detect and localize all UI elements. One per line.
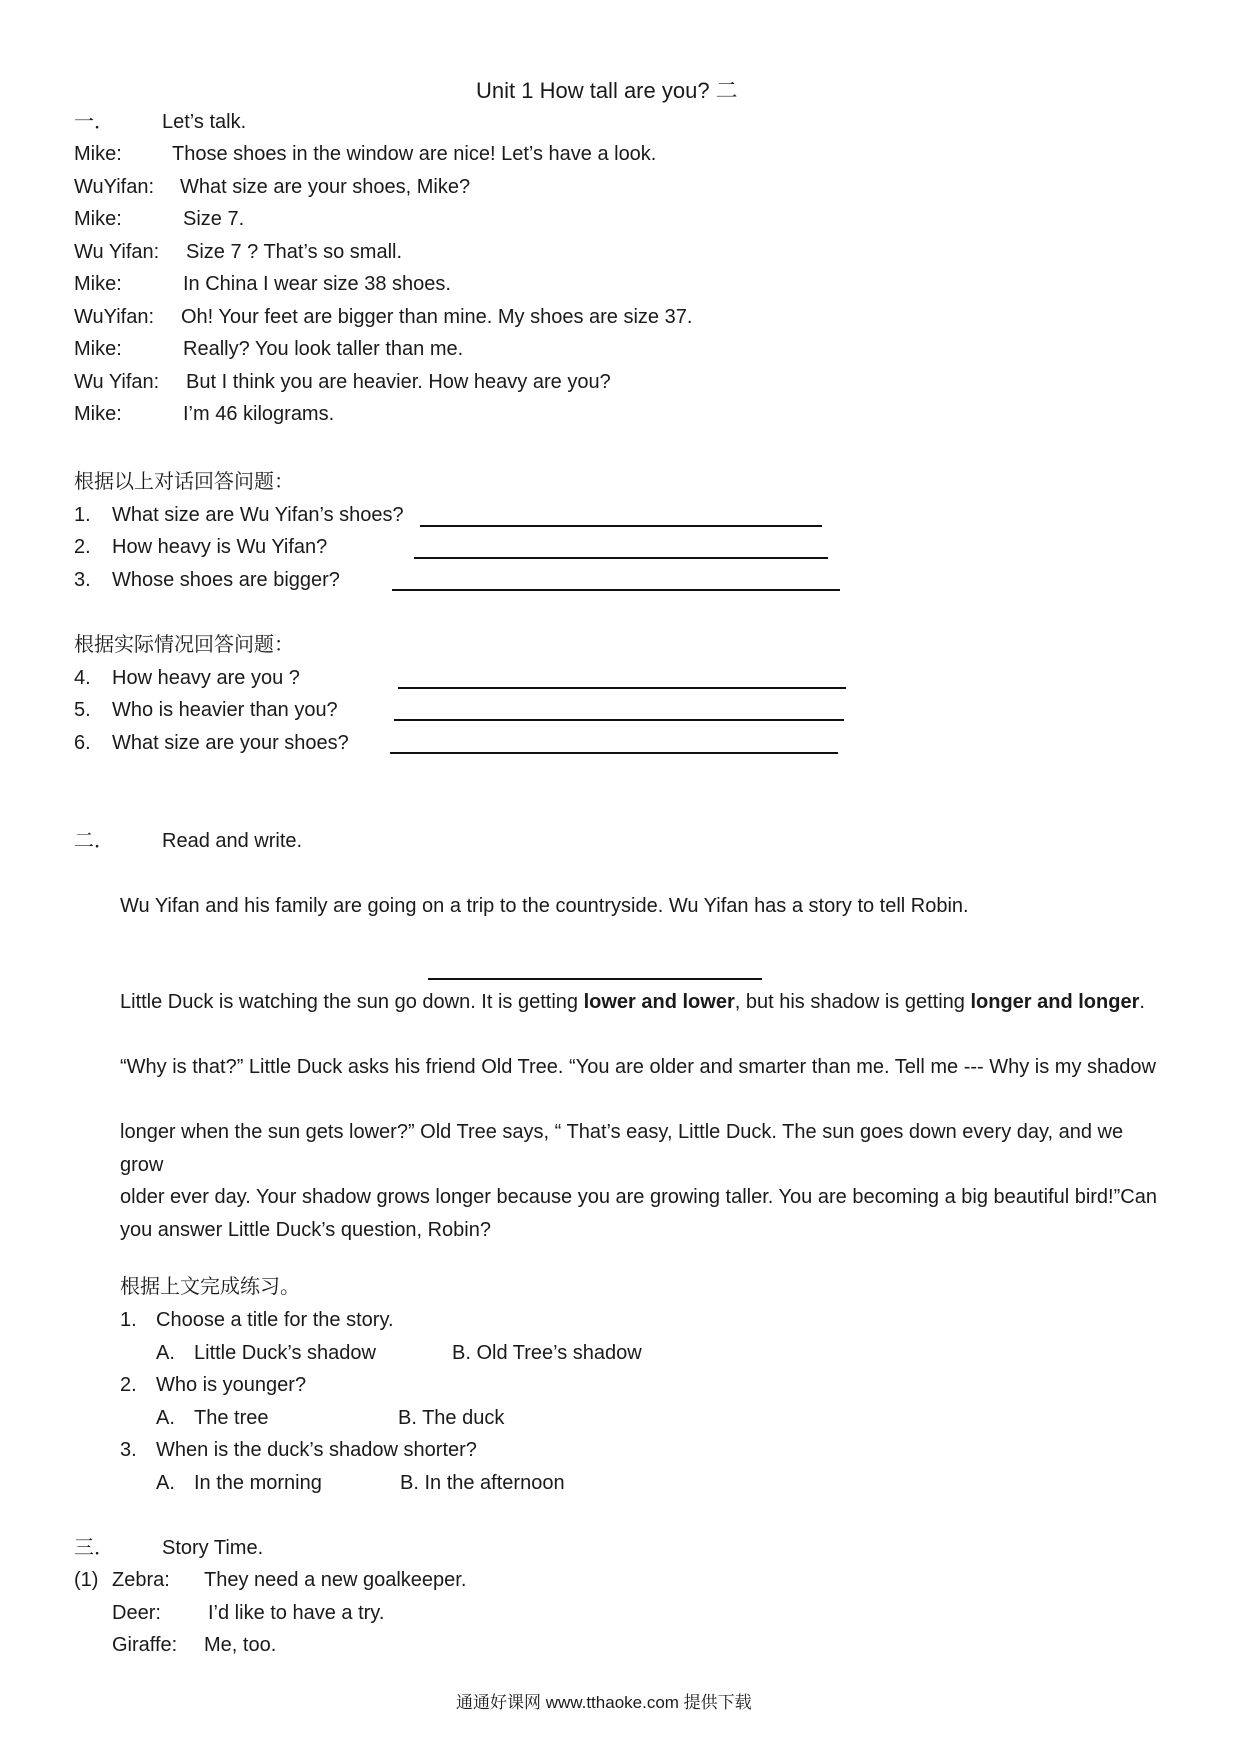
question-text: Who is younger? xyxy=(156,1374,307,1396)
dialogue-speaker: Giraffe: xyxy=(112,1634,178,1656)
dialogue-line: In China I wear size 38 shoes. xyxy=(183,273,451,295)
story-bold-text: lower and lower xyxy=(583,991,735,1013)
dialogue-speaker: WuYifan: xyxy=(74,306,155,328)
story-paragraph-3: longer when the sun gets lower?” Old Tree says, “ That’s easy, Little Duck. The sun goes down every day, and we grow xyxy=(120,1121,1124,1176)
story-text: . xyxy=(1139,991,1145,1013)
dialogue-speaker: Mike: xyxy=(74,143,122,165)
answer-blank[interactable] xyxy=(392,589,840,591)
page-footer: 通通好课网 www.tthaoke.com 提供下载 xyxy=(456,1693,752,1712)
option-b[interactable]: B. In the afternoon xyxy=(400,1472,565,1494)
question-text: When is the duck’s shadow shorter? xyxy=(156,1439,477,1461)
story-paragraph-2: “Why is that?” Little Duck asks his friend Old Tree. “You are older and smarter than me. Tell me --- Why is my shadow xyxy=(120,1056,1156,1078)
section3-number: 三． xyxy=(74,1537,114,1559)
page-title: Unit 1 How tall are you? 二 xyxy=(476,78,738,103)
answer-blank[interactable] xyxy=(394,719,844,721)
question-text: Choose a title for the story. xyxy=(156,1309,394,1331)
story-paragraph-4: older ever day. Your shadow grows longer because you are growing taller. You are becoming a big beautiful bird!”Can you answer Little Duck’s question, Robin? xyxy=(120,1186,1157,1241)
question-number: 2. xyxy=(74,536,91,558)
dialogue-speaker: Wu Yifan: xyxy=(74,241,160,263)
dialogue-speaker: WuYifan: xyxy=(74,176,155,198)
option-a-letter: A. xyxy=(156,1342,175,1364)
option-b[interactable]: B. Old Tree’s shadow xyxy=(452,1342,642,1364)
option-a[interactable]: Little Duck’s shadow xyxy=(194,1342,376,1364)
dialogue-line: I’d like to have a try. xyxy=(208,1602,385,1624)
question-text: How heavy is Wu Yifan? xyxy=(112,536,328,558)
section1-number: 一． xyxy=(74,111,114,133)
question-number: 1. xyxy=(74,504,91,526)
question-number: 3. xyxy=(74,569,91,591)
instruction-dialogue: 根据以上对话回答问题： xyxy=(74,471,294,493)
dialogue-speaker: Deer: xyxy=(112,1602,161,1624)
dialogue-speaker: Mike: xyxy=(74,273,122,295)
story-bold-text: longer and longer xyxy=(970,991,1140,1013)
answer-blank[interactable] xyxy=(420,525,822,527)
question-text: What size are Wu Yifan’s shoes? xyxy=(112,504,404,526)
answer-blank[interactable] xyxy=(390,752,838,754)
question-number: 4. xyxy=(74,667,91,689)
question-text: Who is heavier than you? xyxy=(112,699,338,721)
question-number: 1. xyxy=(120,1309,137,1331)
question-text: Whose shoes are bigger? xyxy=(112,569,340,591)
option-a-letter: A. xyxy=(156,1472,175,1494)
dialogue-line: What size are your shoes, Mike? xyxy=(180,176,471,198)
option-a-letter: A. xyxy=(156,1407,175,1429)
question-text: How heavy are you ? xyxy=(112,667,300,689)
dialogue-line: I’m 46 kilograms. xyxy=(183,403,335,425)
story-text: Little Duck is watching the sun go down. It is getting xyxy=(120,991,584,1013)
dialogue-speaker: Mike: xyxy=(74,403,122,425)
answer-blank[interactable] xyxy=(414,557,828,559)
dialogue-line: Me, too. xyxy=(204,1634,277,1656)
dialogue-line: Oh! Your feet are bigger than mine. My shoes are size 37. xyxy=(181,306,693,328)
question-number: 3. xyxy=(120,1439,137,1461)
dialogue-line: Size 7 ? That’s so small. xyxy=(186,241,403,263)
story-title-blank[interactable] xyxy=(428,978,762,980)
dialogue-line: They need a new goalkeeper. xyxy=(204,1569,467,1591)
dialogue-speaker: Wu Yifan: xyxy=(74,371,160,393)
option-b[interactable]: B. The duck xyxy=(398,1407,505,1429)
option-a[interactable]: In the morning xyxy=(194,1472,322,1494)
answer-blank[interactable] xyxy=(398,687,846,689)
dialogue-speaker: Mike: xyxy=(74,208,122,230)
dialogue-line: Those shoes in the window are nice! Let’s have a look. xyxy=(172,143,657,165)
dialogue-line: But I think you are heavier. How heavy are you? xyxy=(186,371,611,393)
section2-heading: Read and write. xyxy=(162,830,303,852)
section2-number: 二． xyxy=(74,830,114,852)
question-number: 6. xyxy=(74,732,91,754)
dialogue-speaker: Zebra: xyxy=(112,1569,170,1591)
question-number: 2. xyxy=(120,1374,137,1396)
question-number: 5. xyxy=(74,699,91,721)
story-paragraph-1 xyxy=(120,986,1170,1019)
question-text: What size are your shoes? xyxy=(112,732,349,754)
story-text: , but his shadow is getting xyxy=(734,991,971,1013)
story-item-number: (1) xyxy=(74,1569,99,1591)
dialogue-speaker: Mike: xyxy=(74,338,122,360)
option-a[interactable]: The tree xyxy=(194,1407,269,1429)
dialogue-line: Really? You look taller than me. xyxy=(183,338,464,360)
instruction-actual: 根据实际情况回答问题： xyxy=(74,634,294,656)
story-intro: Wu Yifan and his family are going on a trip to the countryside. Wu Yifan has a story to tell Robin. xyxy=(120,895,969,917)
instruction-story: 根据上文完成练习。 xyxy=(120,1276,300,1298)
dialogue-line: Size 7. xyxy=(183,208,245,230)
section3-heading: Story Time. xyxy=(162,1537,264,1559)
section1-heading: Let’s talk. xyxy=(162,111,247,133)
